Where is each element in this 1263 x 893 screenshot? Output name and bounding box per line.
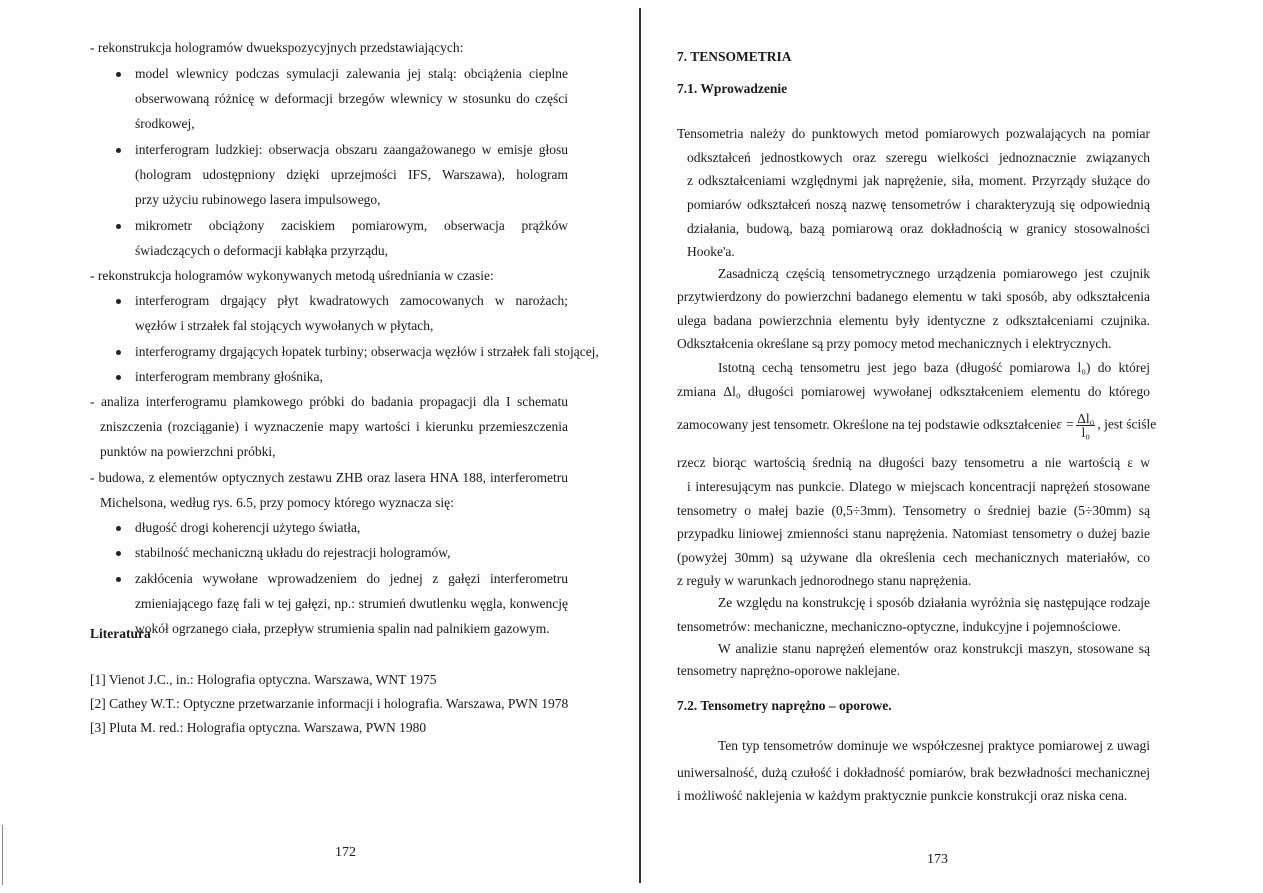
text-line: zmiana Δl₀ długości pomiarowej wywołanej odkształceniem elementu do którego (677, 384, 1150, 399)
text-line: Odkształcenia określane są przy pomocy metod mechanicznych i elektrycznych. (677, 336, 1112, 351)
text-line: tensometry naprężno-oporowe naklejane. (677, 663, 901, 678)
text-line: zniszczenia (rozciąganie) i wyznaczenie mapy wartości i kierunku przemieszczenia (100, 419, 568, 434)
text-line: środkowej, (135, 116, 195, 131)
bullet-icon (116, 299, 121, 304)
strain-formula (1056, 412, 1156, 439)
bullet-icon (116, 577, 121, 582)
bullet-icon (116, 526, 121, 531)
text-line: i możliwość naklejenia w każdym praktycznie punkcie konstrukcji oraz niska cena. (677, 788, 1128, 803)
text-line: pomiarów odkształceń noszą nazwę tensometrów i charakteryzują się odpowiednią (687, 197, 1150, 212)
page-gutter (639, 8, 641, 883)
text-line: - analiza interferogramu plamkowego próbki do badania propagacji dla I schematu (90, 394, 568, 409)
text-line: działania, budową, bazą pomiarową oraz dokładnością w granicy stosowalności (687, 221, 1150, 236)
text-line: (hologram udostępniony dzięki uprzejmości IFS, Warszawa), hologram (135, 167, 568, 182)
text-line: Ten typ tensometrów dominuje we współczesnej praktyce pomiarowej z uwagi (718, 738, 1150, 753)
text-line: tensometry o małej bazie (0,5÷3mm). Tensometry o średniej bazie (5÷30mm) są (677, 503, 1150, 518)
text-line: Zasadniczą częścią tensometrycznego urządzenia pomiarowego jest czujnik (718, 266, 1150, 281)
text-line: odkształceń jednostkowych oraz szeregu wielkości jednoznacznie związanych (687, 150, 1150, 165)
text-line: mikrometr obciążony zaciskiem pomiarowym, obserwacja prążków (135, 218, 568, 233)
text-line: z odkształceniami względnymi jak naprężenie, siła, moment. Przyrządy służące do (687, 173, 1150, 188)
text-line: interferogramy drgających łopatek turbiny; obserwacja węzłów i strzałek fali stojącej, (135, 344, 599, 359)
bullet-icon (116, 72, 121, 77)
text-line: rzecz biorąc wartością średnią na długości bazy tensometru a nie wartością ε w (677, 455, 1150, 470)
text-line: Ze względu na konstrukcję i sposób działania wyróżnia się następujące rodzaje (718, 595, 1150, 610)
text-line: W analizie stanu naprężeń elementów oraz konstrukcji maszyn, stosowane są (718, 641, 1150, 656)
reference-item: [1] Vienot J.C., in.: Holografia optyczna. Warszawa, WNT 1975 (90, 672, 437, 687)
text-line: model wlewnicy podczas symulacji zalewania jej stalą: obciążenia cieplne (135, 66, 568, 81)
text-line: Hooke'a. (687, 244, 735, 259)
text-line: stabilność mechaniczną układu do rejestracji hologramów, (135, 545, 451, 560)
fraction (1076, 412, 1095, 439)
text-line: interferogram drgający płyt kwadratowych zamocowanych w narożach; (135, 293, 568, 308)
text-line: interferogram ludzkiej: obserwacja obszaru zaangażowanego w emisje głosu (135, 142, 568, 157)
reference-item: [2] Cathey W.T.: Optyczne przetwarzanie informacji i holografia. Warszawa, PWN 1978 (90, 696, 569, 711)
bullet-icon (116, 350, 121, 355)
text-line: przypadku liniowej zmienności stanu naprężenia. Natomiast tensometry o dużej bazie (677, 526, 1150, 541)
text-line: zmieniającego fazę fali w tej gałęzi, np.: strumień dwutlenku węgla, konwencję (135, 596, 568, 611)
text-line: zamocowany jest tensometr. Określone na tej podstawie odkształcenie (677, 417, 1057, 432)
page-number-left: 172 (335, 845, 356, 860)
text-line: , jest ściśle (1097, 416, 1157, 432)
fraction-denominator: l₀ (1081, 424, 1090, 440)
text-line: zakłócenia wywołane wprowadzeniem do jednej z gałęzi interferometru (135, 571, 568, 586)
text-line: uniwersalność, dużą czułość i dokładność pomiarów, brak bezwładności mechanicznej (677, 765, 1150, 780)
text-line: Tensometria należy do punktowych metod pomiarowych pozwalających na pomiar (677, 126, 1150, 141)
bullet-icon (116, 148, 121, 153)
literature-heading: Literatura (90, 626, 151, 641)
chapter-title: 7. TENSOMETRIA (677, 49, 792, 64)
section-title: 7.2. Tensometry naprężno – oporowe. (677, 698, 892, 713)
section-title: 7.1. Wprowadzenie (677, 81, 788, 96)
text-line: (powyżej 30mm) są używane dla określenia cech mechanicznych materiałów, co (677, 550, 1150, 565)
text-line: i interesującym nas punkcie. Dlatego w miejscach koncentracji naprężeń stosowane (687, 479, 1150, 494)
page-number-right: 173 (927, 852, 948, 867)
scan-edge-mark (2, 825, 3, 885)
bullet-icon (116, 551, 121, 556)
text-line: przy użyciu rubinowego lasera impulsowego, (135, 192, 381, 207)
text-line: - rekonstrukcja hologramów wykonywanych metodą uśredniania w czasie: (90, 268, 494, 283)
text-line: punktów na powierzchni próbki, (100, 444, 276, 459)
text-line: przytwierdzony do powierzchni badanego elementu w taki sposób, aby odkształcenia (677, 289, 1150, 304)
text-line: wokół ogrzanego ciała, przepływ strumienia spalin nad palnikiem gazowym. (135, 621, 550, 636)
text-line: interferogram membrany głośnika, (135, 369, 323, 384)
text-line: Michelsona, według rys. 6.5, przy pomocy którego wyznacza się: (100, 495, 454, 510)
formula-line (677, 408, 1157, 442)
text-line: - rekonstrukcja hologramów dwuekspozycyjnych przedstawiających: (90, 40, 464, 55)
reference-item: [3] Pluta M. red.: Holografia optyczna. Warszawa, PWN 1980 (90, 720, 427, 735)
bullet-icon (116, 224, 121, 229)
text-line: Istotną cechą tensometru jest jego baza (długość pomiarowa l₀) do której (718, 360, 1150, 375)
text-line: - budowa, z elementów optycznych zestawu ZHB oraz lasera HNA 188, interferometru (90, 470, 568, 485)
formula-lhs: ε = (1056, 416, 1075, 432)
fraction-numerator: Δl₀ (1077, 410, 1095, 426)
text-line: z reguły w warunkach jednorodnego stanu naprężenia. (677, 573, 972, 588)
text-line: ulega badana powierzchnia elementu były identyczne z odkształceniami czujnika. (677, 313, 1150, 328)
text-line: obserwowaną różnicę w deformacji brzegów wlewnicy w stosunku do części (135, 91, 568, 106)
text-line: długość drogi koherencji użytego światła, (135, 520, 361, 535)
text-line: tensometrów: mechaniczne, mechaniczno-optyczne, indukcyjne i pojemnościowe. (677, 619, 1121, 634)
text-line: węzłów i strzałek fal stojących wywołanych w płytach, (135, 318, 434, 333)
text-line: świadczących o deformacji kabłąka przyrządu, (135, 243, 388, 258)
bullet-icon (116, 375, 121, 380)
